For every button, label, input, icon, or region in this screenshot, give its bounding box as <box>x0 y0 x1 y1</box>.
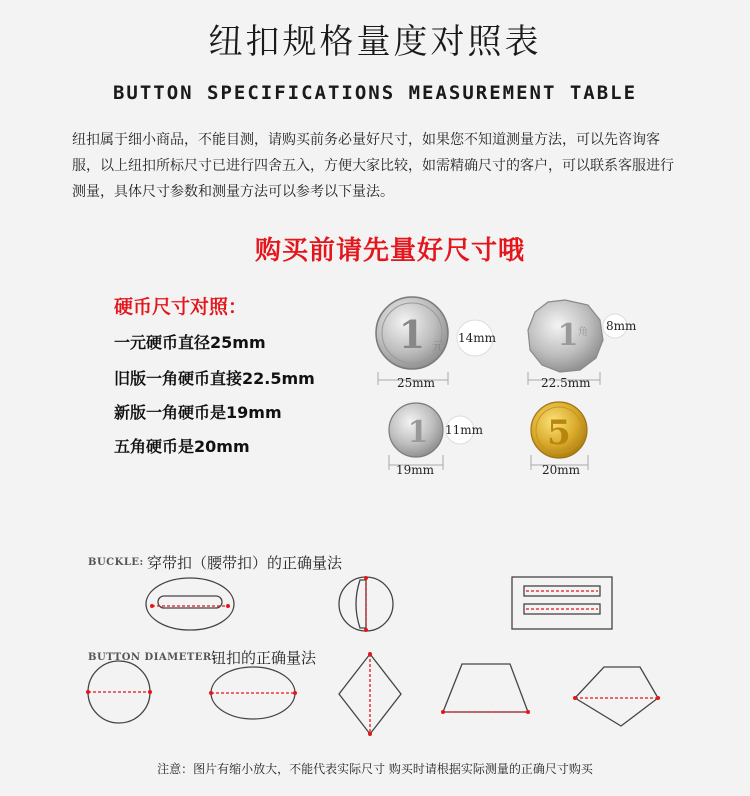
five-jiao-diameter: 20mm <box>542 463 581 477</box>
button-trapezoid <box>441 664 530 714</box>
svg-text:1: 1 <box>407 415 429 450</box>
five-jiao-coin <box>531 402 588 470</box>
svg-text:5: 5 <box>547 413 571 453</box>
svg-text:1: 1 <box>398 312 426 357</box>
coin-line-2: 旧版一角硬币直接22.5mm <box>114 369 315 388</box>
svg-text:1: 1 <box>557 318 579 353</box>
old-jiao-diameter: 22.5mm <box>541 376 591 390</box>
coin-line-3: 新版一角硬币是19mm <box>114 403 282 422</box>
button-oval <box>209 667 297 719</box>
coin-size-heading: 硬币尺寸对照： <box>114 296 248 318</box>
new-jiao-thickness: 11mm <box>445 423 484 437</box>
button-diameter-label-en: BUTTON DIAMETER: <box>88 652 216 663</box>
one-yuan-diameter: 25mm <box>397 376 436 390</box>
old-jiao-thickness: 8mm <box>606 319 637 333</box>
buckle-oval <box>146 578 234 630</box>
buckle-rect <box>512 577 612 629</box>
new-jiao-diameter: 19mm <box>396 463 435 477</box>
footer-note: 注意：图片有缩小放大，不能代表实际尺寸 购买时请根据实际测量的正确尺寸购买 <box>157 762 593 776</box>
button-pentagon <box>573 667 660 726</box>
button-diameter-label-cn: 钮扣的正确量法 <box>211 649 317 667</box>
svg-text:元: 元 <box>431 339 445 353</box>
buckle-label-cn: 穿带扣（腰带扣）的正确量法 <box>147 554 343 572</box>
page-title: 纽扣规格量度对照表 <box>208 22 542 62</box>
measure-reminder-heading: 购买前请先量好尺寸哦 <box>254 236 525 266</box>
one-yuan-thickness: 14mm <box>458 331 497 345</box>
buckle-label-en: BUCKLE: <box>88 557 144 568</box>
old-one-jiao-coin <box>528 300 627 385</box>
coin-line-4: 五角硬币是20mm <box>114 437 250 456</box>
coin-line-1: 一元硬币直径25mm <box>114 333 266 352</box>
button-diamond <box>339 652 401 736</box>
intro-paragraph: 纽扣属于细小商品，不能目测，请购买前务必量好尺寸，如果您不知道测量方法，可以先咨询客服，以上纽扣所标尺寸已进行四舍五入，方便大家比较，如需精确尺寸的客户，可以联系客服进行测量，具体尺寸参数和测量方法可以参考以下量法。 <box>72 132 674 200</box>
button-circle <box>86 661 152 723</box>
buckle-circle <box>339 576 393 632</box>
page-subtitle: BUTTON SPECIFICATIONS MEASUREMENT TABLE <box>112 82 638 104</box>
svg-text:角: 角 <box>578 327 588 338</box>
